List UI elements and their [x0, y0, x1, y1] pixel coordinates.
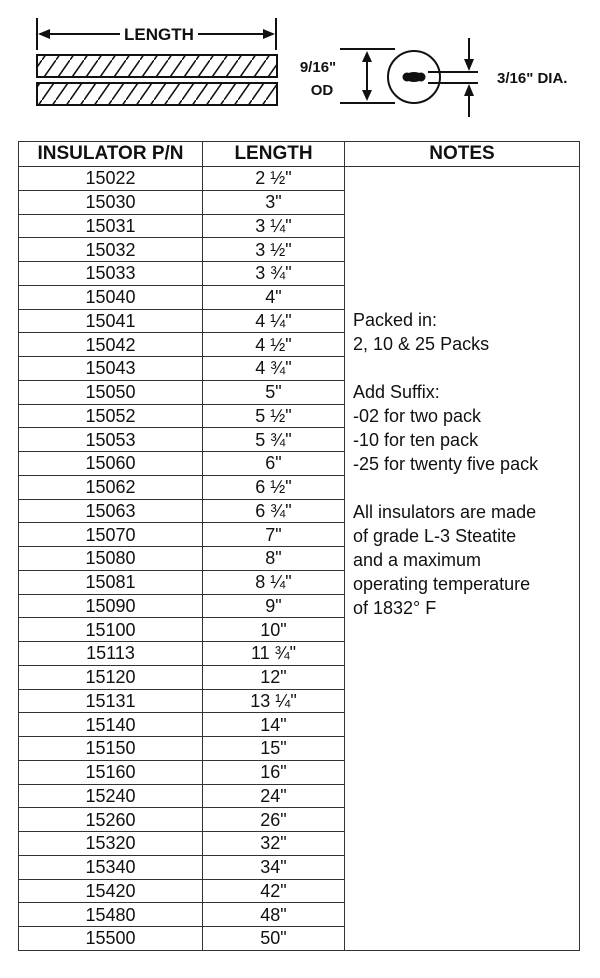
- notes-cell: [345, 167, 580, 951]
- note-line-suffix: Add Suffix:: [353, 382, 440, 402]
- note-spacer: [353, 476, 579, 500]
- length-dimension-label: LENGTH: [124, 25, 194, 44]
- part-number-cell: 15062: [19, 475, 203, 499]
- length-cell: 6 ½": [203, 475, 345, 499]
- note-line-suffix: -25 for twenty five pack: [353, 454, 539, 474]
- length-cell: 11 ¾": [203, 642, 345, 666]
- length-cell: 26": [203, 808, 345, 832]
- part-number-cell: 15022: [19, 167, 203, 191]
- od-arrow-top: [362, 51, 372, 62]
- part-number-cell: 15033: [19, 262, 203, 286]
- note-line-suffix: -02 for two pack: [353, 406, 482, 426]
- length-cell: 12": [203, 665, 345, 689]
- dia-arrow-bottom: [464, 84, 474, 96]
- part-number-cell: 15160: [19, 760, 203, 784]
- length-cell: 4 ½": [203, 333, 345, 357]
- length-arrow-left: [38, 29, 50, 39]
- part-number-cell: 15140: [19, 713, 203, 737]
- header-notes: NOTES: [345, 142, 580, 167]
- od-value-label: 9/16": [299, 59, 337, 76]
- part-number-cell: 15060: [19, 452, 203, 476]
- part-number-cell: 15100: [19, 618, 203, 642]
- part-number-cell: 15052: [19, 404, 203, 428]
- part-number-cell: 15480: [19, 903, 203, 927]
- length-cell: 4 ¼": [203, 309, 345, 333]
- header-insulator-pn: INSULATOR P/N: [19, 142, 203, 167]
- length-cell: 14": [203, 713, 345, 737]
- part-number-cell: 15090: [19, 594, 203, 618]
- length-cell: 3 ½": [203, 238, 345, 262]
- note-spacer: [353, 356, 579, 380]
- insulator-bore-lobe-right: [417, 73, 426, 82]
- part-number-cell: 15500: [19, 927, 203, 951]
- dia-arrow-top: [464, 59, 474, 71]
- note-line-material: of grade L-3 Steatite: [353, 526, 517, 546]
- length-cell: 15": [203, 737, 345, 761]
- part-number-cell: 15120: [19, 665, 203, 689]
- insulator-bore-lobe-left: [403, 73, 412, 82]
- part-number-cell: 15150: [19, 737, 203, 761]
- note-line-suffix: -10 for ten pack: [353, 430, 479, 450]
- table-row: [19, 167, 580, 191]
- part-number-cell: 15031: [19, 214, 203, 238]
- insulator-body-upper: [37, 55, 277, 77]
- length-cell: 8": [203, 547, 345, 571]
- part-number-cell: 15113: [19, 642, 203, 666]
- note-line-material: operating temperature: [353, 574, 531, 594]
- length-cell: 3 ¼": [203, 214, 345, 238]
- part-number-cell: 15040: [19, 285, 203, 309]
- part-number-cell: 15131: [19, 689, 203, 713]
- part-number-cell: 15041: [19, 309, 203, 333]
- note-line-packed: 2, 10 & 25 Packs: [353, 334, 490, 354]
- od-arrow-bottom: [362, 90, 372, 101]
- length-cell: 34": [203, 855, 345, 879]
- part-number-cell: 15070: [19, 523, 203, 547]
- length-cell: 2 ½": [203, 167, 345, 191]
- length-cell: 42": [203, 879, 345, 903]
- od-label: OD: [310, 82, 334, 99]
- part-number-cell: 15420: [19, 879, 203, 903]
- part-number-cell: 15240: [19, 784, 203, 808]
- part-number-cell: 15320: [19, 832, 203, 856]
- insulator-parts-table: [18, 141, 580, 951]
- part-number-cell: 15030: [19, 190, 203, 214]
- length-cell: 9": [203, 594, 345, 618]
- length-arrow-right: [263, 29, 275, 39]
- part-number-cell: 15081: [19, 570, 203, 594]
- table-header-row: [19, 142, 580, 167]
- note-line-material: and a maximum: [353, 550, 482, 570]
- dia-label: 3/16" DIA.: [497, 70, 568, 87]
- length-cell: 6 ¾": [203, 499, 345, 523]
- length-cell: 5 ½": [203, 404, 345, 428]
- length-cell: 8 ¼": [203, 570, 345, 594]
- note-line-material: All insulators are made: [353, 502, 537, 522]
- insulator-body-lower: [37, 83, 277, 105]
- length-cell: 4 ¾": [203, 357, 345, 381]
- part-number-cell: 15080: [19, 547, 203, 571]
- note-line-packed: Packed in:: [353, 310, 438, 330]
- length-cell: 32": [203, 832, 345, 856]
- part-number-cell: 15053: [19, 428, 203, 452]
- length-cell: 50": [203, 927, 345, 951]
- length-cell: 6": [203, 452, 345, 476]
- length-cell: 5": [203, 380, 345, 404]
- part-number-cell: 15043: [19, 357, 203, 381]
- part-number-cell: 15042: [19, 333, 203, 357]
- length-cell: 7": [203, 523, 345, 547]
- length-cell: 48": [203, 903, 345, 927]
- length-cell: 24": [203, 784, 345, 808]
- part-number-cell: 15050: [19, 380, 203, 404]
- part-number-cell: 15063: [19, 499, 203, 523]
- insulator-diagram: [0, 0, 600, 135]
- part-number-cell: 15340: [19, 855, 203, 879]
- length-cell: 5 ¾": [203, 428, 345, 452]
- length-cell: 3": [203, 190, 345, 214]
- length-cell: 13 ¼": [203, 689, 345, 713]
- length-cell: 4": [203, 285, 345, 309]
- length-cell: 10": [203, 618, 345, 642]
- note-line-material: of 1832° F: [353, 598, 437, 618]
- part-number-cell: 15260: [19, 808, 203, 832]
- header-length: LENGTH: [203, 142, 345, 167]
- part-number-cell: 15032: [19, 238, 203, 262]
- length-cell: 3 ¾": [203, 262, 345, 286]
- length-cell: 16": [203, 760, 345, 784]
